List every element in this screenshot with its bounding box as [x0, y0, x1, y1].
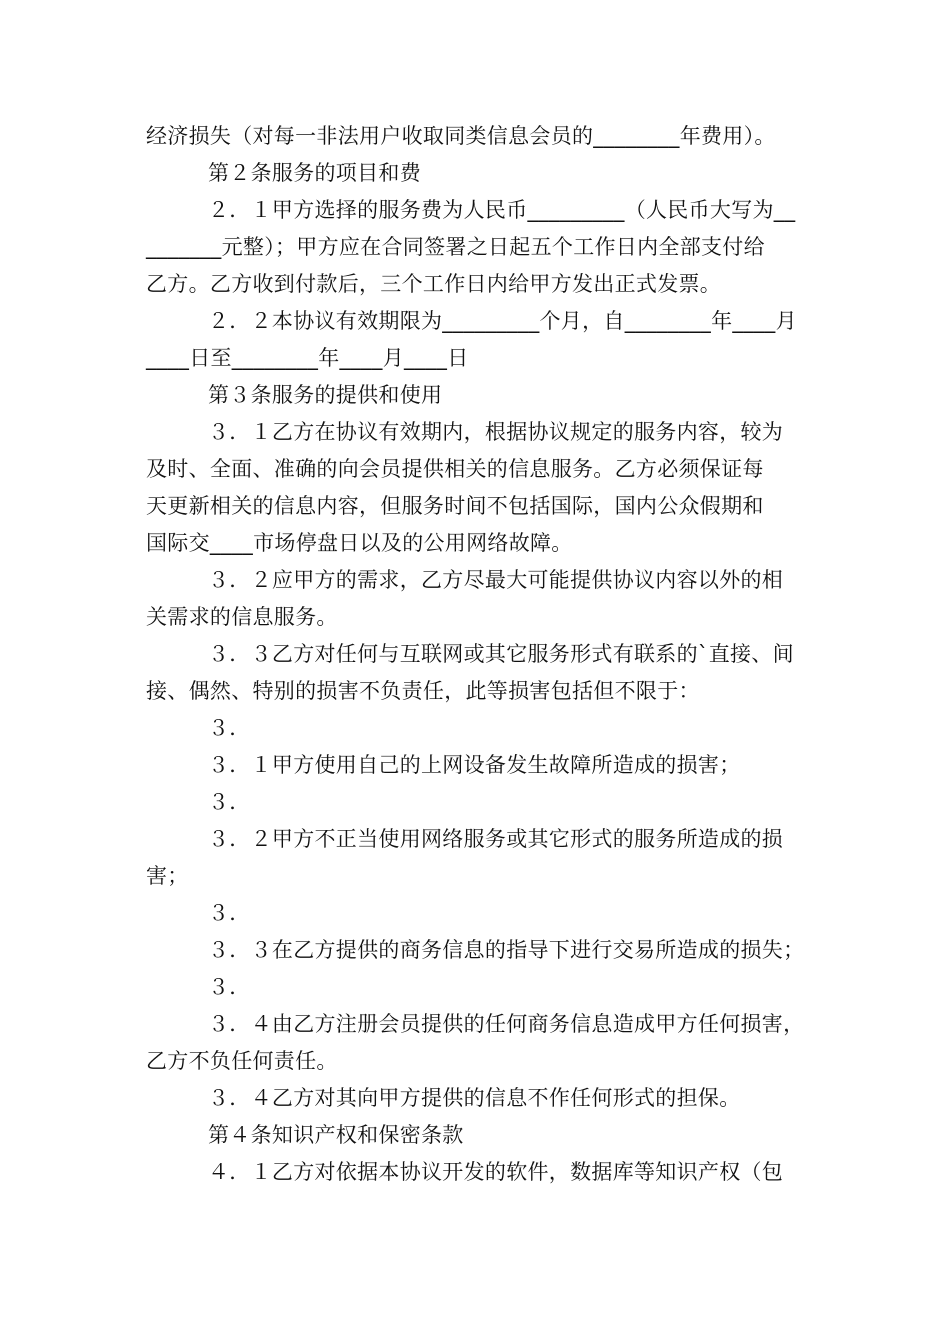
section-heading: 第２条服务的项目和费 [208, 161, 421, 185]
text-line: ３．２甲方不正当使用网络服务或其它形式的服务所造成的损 [208, 827, 784, 851]
section-heading: 第３条服务的提供和使用 [208, 383, 443, 407]
text-line: 及时、全面、准确的向会员提供相关的信息服务。乙方必须保证每 [146, 457, 764, 481]
text-line: ３． [208, 716, 251, 740]
text-line: ３．１甲方使用自己的上网设备发生故障所造成的损害； [208, 753, 741, 777]
text-line: ３．３在乙方提供的商务信息的指导下进行交易所造成的损失； [208, 938, 805, 962]
text-line: ３．４乙方对其向甲方提供的信息不作任何形式的担保。 [208, 1086, 741, 1110]
text-line: 害； [146, 864, 189, 888]
text-line: ３．２应甲方的需求，乙方尽最大可能提供协议内容以外的相 [208, 568, 784, 592]
text-line: ３．４由乙方注册会员提供的任何商务信息造成甲方任何损害， [208, 1012, 805, 1036]
text-line: ３． [208, 901, 251, 925]
text-line: ３．１乙方在协议有效期内，根据协议规定的服务内容，较为 [208, 420, 784, 444]
section-heading: 第４条知识产权和保密条款 [208, 1123, 464, 1147]
text-line: ３． [208, 975, 251, 999]
text-line: ４．１乙方对依据本协议开发的软件，数据库等知识产权（包 [208, 1160, 784, 1184]
text-line: 国际交____市场停盘日以及的公用网络故障。 [146, 531, 573, 555]
text-line: 乙方不负任何责任。 [146, 1049, 338, 1073]
text-line: 乙方。乙方收到付款后，三个工作日内给甲方发出正式发票。 [146, 272, 722, 296]
text-line: 关需求的信息服务。 [146, 605, 338, 629]
text-line: ２．２本协议有效期限为_________个月，自________年____月 [208, 309, 797, 333]
text-line: _______元整）；甲方应在合同签署之日起五个工作日内全部支付给 [146, 235, 765, 259]
text-line: ____日至________年____月____日 [146, 346, 469, 370]
text-line: 经济损失（对每一非法用户收取同类信息会员的________年费用）。 [146, 124, 776, 148]
text-line: 天更新相关的信息内容，但服务时间不包括国际，国内公众假期和 [146, 494, 764, 518]
text-line: 接、偶然、特别的损害不负责任，此等损害包括但不限于： [146, 679, 700, 703]
text-line: ２．１甲方选择的服务费为人民币_________（人民币大写为__ [208, 198, 796, 222]
text-line: ３．３乙方对任何与互联网或其它服务形式有联系的`直接、间 [208, 642, 794, 666]
text-line: ３． [208, 790, 251, 814]
